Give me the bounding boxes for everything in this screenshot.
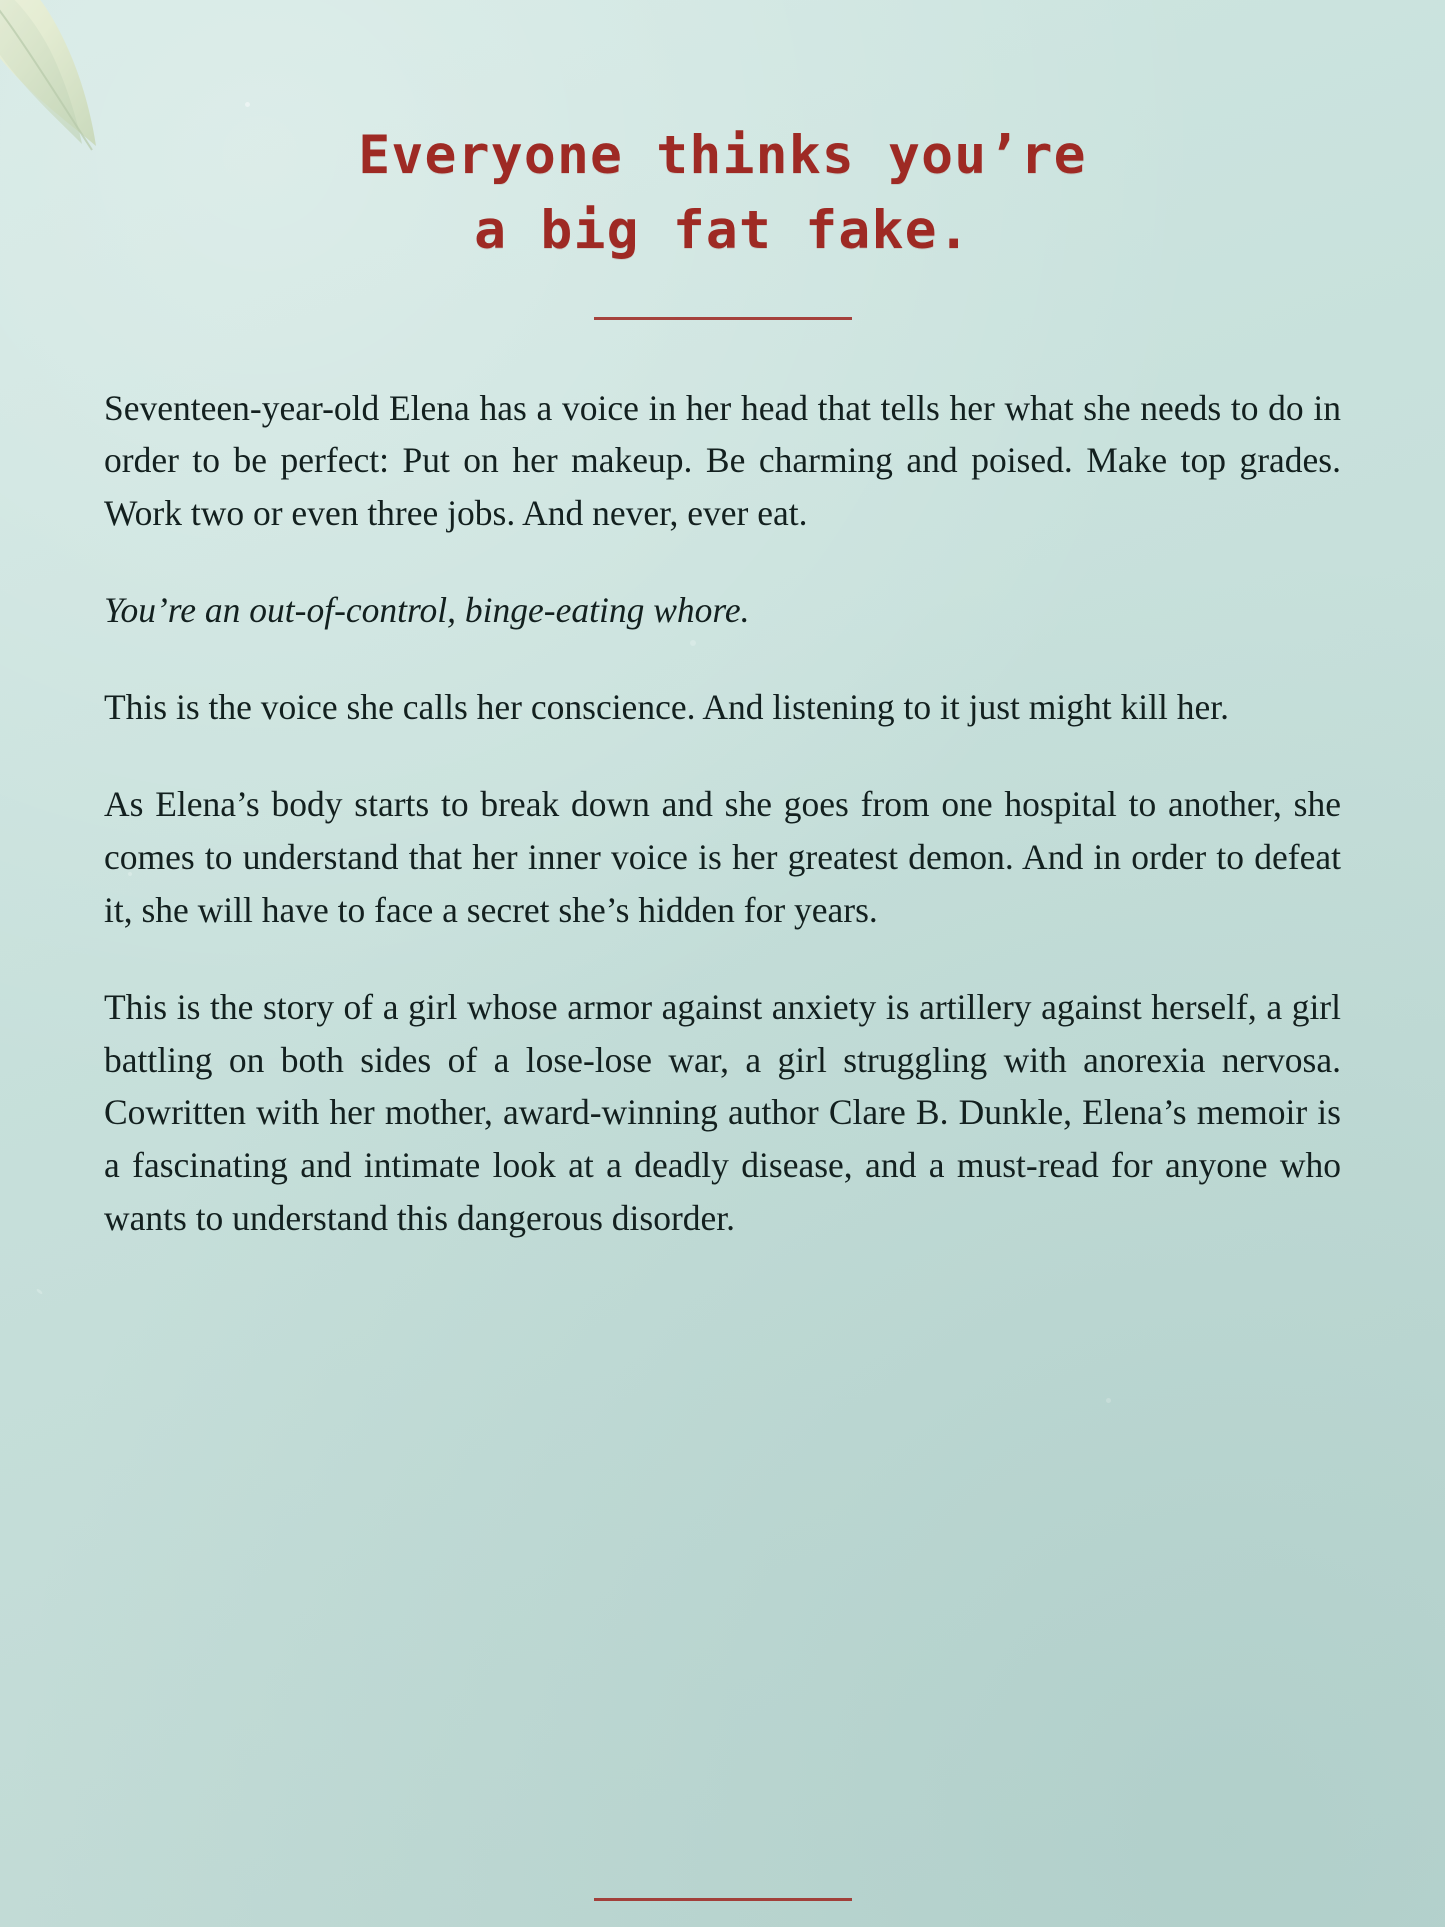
jacket-description xyxy=(104,382,1341,1246)
paragraph-5: This is the story of a girl whose armor against anxiety is artillery against herself, a girl battling on both sides of a lose-lose war, a girl struggling with anorexia nervosa. Cowritten with her mother, award-winning author Clare B. Dunkle, Elena’s memoir is a fascinating and intimate look at a deadly disease, and a must-read for anyone who wants to understand this dangerous disorder. xyxy=(104,986,1341,1239)
paragraph-3: This is the voice she calls her conscience. And listening to it just might kill her. xyxy=(104,687,1229,728)
headline-line-1: Everyone thinks you’re xyxy=(358,125,1087,186)
divider-bottom xyxy=(594,1898,852,1901)
paragraph-1: Seventeen-year-old Elena has a voice in her head that tells her what she needs to do in order to be perfect: Put on her makeup. Be charming and poised. Make top grades. Work two or even three jobs. And never, ever eat. xyxy=(104,387,1341,534)
headline-line-2: a big fat fake. xyxy=(474,200,971,262)
divider-top xyxy=(594,317,852,320)
paragraph-4: As Elena’s body starts to break down and she goes from one hospital to another, she comes to understand that her inner voice is her greatest demon. And in order to defeat it, she will have to face a secret she’s hidden for years. xyxy=(104,783,1341,930)
page-title xyxy=(104,0,1341,269)
paragraph-2-italic-quote: You’re an out-of-control, binge-eating whore. xyxy=(104,590,750,631)
